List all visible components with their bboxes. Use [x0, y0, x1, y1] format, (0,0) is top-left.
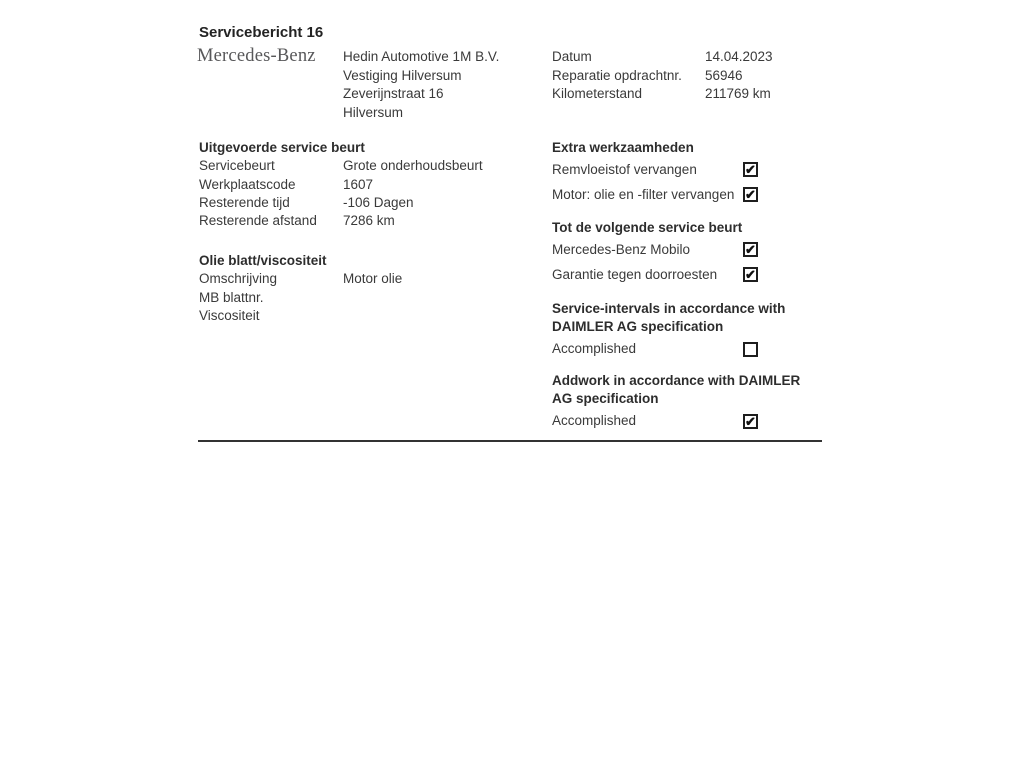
report-meta-values — [705, 48, 773, 104]
kv-row-resterende-tijd — [199, 194, 559, 212]
row-value — [343, 289, 559, 307]
row-value — [343, 307, 559, 325]
checkbox-label: Accomplished — [552, 412, 637, 428]
kv-row-werkplaatscode — [199, 176, 559, 194]
checkbox-row-motor-olie-filter — [552, 182, 758, 207]
kv-row-servicebeurt — [199, 157, 559, 175]
kv-row-mb-blattnr — [199, 289, 559, 307]
checkbox-remvloeistof-vervangen[interactable]: ✔ — [743, 162, 758, 177]
dealer-branch: Vestiging Hilversum — [343, 67, 462, 83]
checkbox-row-mobilo — [552, 237, 758, 262]
checkbox-label: Garantie tegen doorroesten — [552, 266, 718, 282]
row-label: MB blattnr. — [199, 289, 264, 305]
row-label: Omschrijving — [199, 271, 278, 287]
section-heading: Extra werkzaamheden — [552, 140, 694, 155]
kv-row-viscositeit — [199, 307, 559, 325]
section-extra-werkzaamheden — [552, 139, 810, 207]
page-title: Servicebericht 16 — [199, 24, 324, 41]
row-value: 1607 — [343, 176, 374, 192]
row-value: Grote onderhoudsbeurt — [343, 158, 483, 174]
mercedes-benz-wordmark: Mercedes-Benz — [197, 46, 316, 66]
checkbox-service-intervals-accomplished[interactable] — [743, 342, 758, 357]
meta-value-reparatie-opdrachtnr: 56946 — [705, 67, 743, 83]
section-tot-de-volgende-service-beurt — [552, 219, 810, 287]
checkbox-row-addwork-accomplished — [552, 409, 758, 434]
checkbox-label: Mercedes-Benz Mobilo — [552, 241, 691, 257]
checkbox-label: Motor: olie en -filter vervangen — [552, 186, 735, 202]
row-label: Resterende afstand — [199, 213, 317, 229]
meta-label-kilometerstand: Kilometerstand — [552, 86, 643, 102]
dealer-street: Zeverijnstraat 16 — [343, 86, 444, 102]
report-meta-labels — [552, 48, 682, 104]
kv-row-omschrijving — [199, 270, 559, 288]
checkbox-label: Accomplished — [552, 340, 637, 356]
section-heading: Service-intervals in accordance with DAIMLER AG specification — [552, 301, 786, 335]
section-addwork — [552, 372, 810, 434]
dealer-city: Hilversum — [343, 104, 404, 120]
section-olie-blatt-viscositeit — [199, 252, 559, 325]
checkbox-motor-olie-filter[interactable]: ✔ — [743, 187, 758, 202]
section-heading: Olie blatt/viscositeit — [199, 253, 327, 268]
checkbox-row-remvloeistof-vervangen — [552, 157, 758, 182]
section-heading: Tot de volgende service beurt — [552, 220, 743, 235]
meta-label-reparatie-opdrachtnr: Reparatie opdrachtnr. — [552, 67, 682, 83]
kv-row-resterende-afstand — [199, 212, 559, 230]
dealer-name: Hedin Automotive 1M B.V. — [343, 49, 500, 64]
dealer-address-block — [343, 48, 499, 122]
meta-value-kilometerstand: 211769 km — [705, 86, 771, 102]
section-uitgevoerde-service-beurt — [199, 139, 559, 230]
row-value: Motor olie — [343, 271, 403, 287]
checkbox-addwork-accomplished[interactable]: ✔ — [743, 414, 758, 429]
meta-label-datum: Datum — [552, 49, 592, 64]
row-label: Werkplaatscode — [199, 176, 296, 192]
row-value: -106 Dagen — [343, 194, 414, 210]
checkbox-mercedes-benz-mobilo[interactable]: ✔ — [743, 242, 758, 257]
row-label: Servicebeurt — [199, 158, 275, 174]
row-value: 7286 km — [343, 213, 395, 229]
checkbox-row-garantie-doorroesten — [552, 262, 758, 287]
row-label: Resterende tijd — [199, 194, 290, 210]
row-label: Viscositeit — [199, 307, 260, 323]
checkbox-label: Remvloeistof vervangen — [552, 161, 697, 177]
section-service-intervals — [552, 300, 810, 362]
meta-value-datum: 14.04.2023 — [705, 49, 773, 64]
bottom-divider — [198, 440, 822, 442]
checkbox-garantie-tegen-doorroesten[interactable]: ✔ — [743, 267, 758, 282]
checkbox-row-service-intervals-accomplished — [552, 337, 758, 362]
section-heading: Uitgevoerde service beurt — [199, 140, 365, 155]
section-heading: Addwork in accordance with DAIMLER AG specification — [552, 373, 801, 407]
